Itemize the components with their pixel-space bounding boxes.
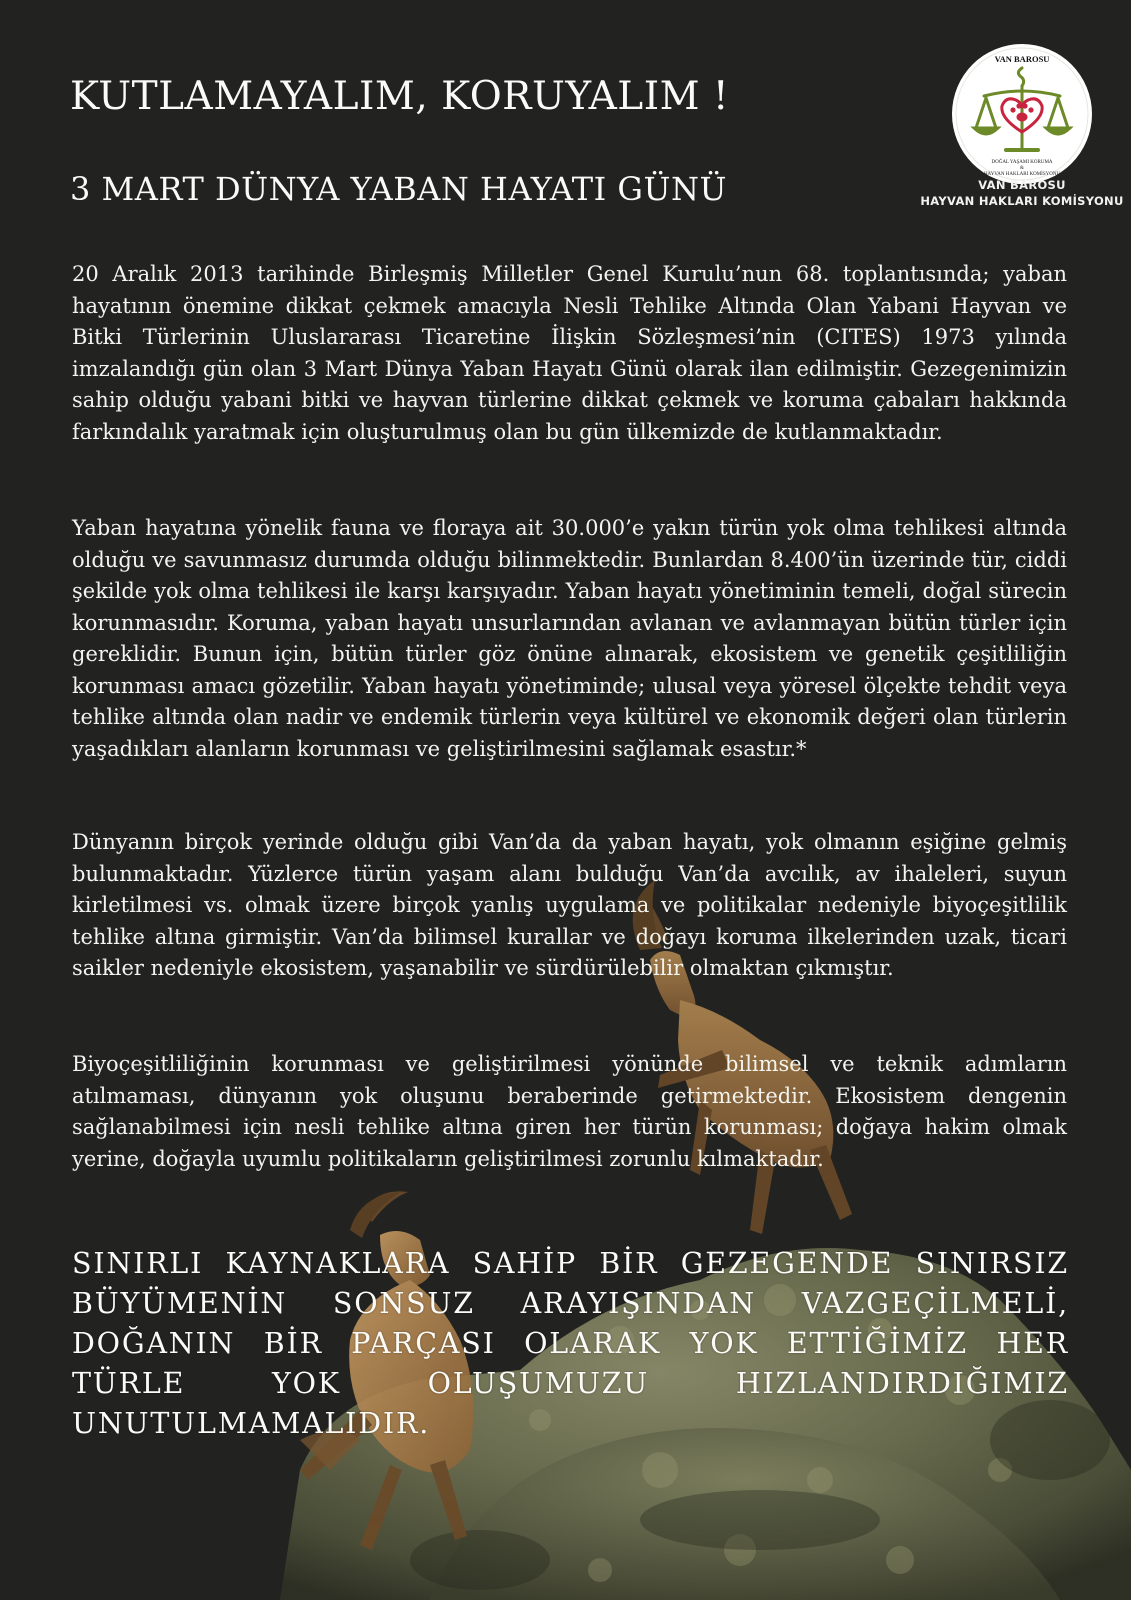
logo-inner-text-1: DOĞAL YAŞAMI KORUMA bbox=[991, 160, 1053, 165]
logo-ring-text: VAN BAROSU bbox=[994, 54, 1050, 64]
page-subtitle: 3 MART DÜNYA YABAN HAYATI GÜNÜ bbox=[70, 170, 727, 208]
paragraph-3: Dünyanın birçok yerinde olduğu gibi Van’da da yaban hayatı, yok olmanın eşiğine gelmiş bulunmaktadır. Yüzlerce türün yaşam alanı bulduğu Van’da avcılık, av ihaleleri, suyun kirletilmesi vs. olmak üzere birçok yanlış uygulama ve politikalar nedeniyle biyoçeşitlilik tehlike altına girmiştir. Van’da bilimsel kurallar ve doğayı koruma ilkelerinden uzak, ticari saikler nedeniyle ekosistem, yaşanabilir ve sürdürülebilir olmaktan çıkmıştır. bbox=[72, 830, 1067, 980]
paragraph-4: Biyoçeşitliliğinin korunması ve geliştirilmesi yönünde bilimsel ve teknik adımların atılmaması, dünyanın yok oluşunu beraberinde getirmektedir. Ekosistem dengenin sağlanabilmesi için nesli tehlike altına giren her türün korunması; doğaya hakim olmak yerine, doğayla uyumlu politikaların geliştirilmesi zorunlu kılmaktadır. bbox=[72, 1052, 1067, 1171]
van-barosu-logo bbox=[950, 42, 1094, 186]
commission-label bbox=[905, 177, 1131, 209]
logo-inner-text-2: & bbox=[1020, 166, 1024, 171]
paragraph-1: 20 Aralık 2013 tarihinde Birleşmiş Milletler Genel Kurulu’nun 68. toplantısında; yaban hayatının önemine dikkat çekmek amacıyla Nesli Tehlike Altında Olan Yabani Hayvan ve Bitki Türlerinin Uluslararası Ticaretine İlişkin Sözleşmesi’nin (CITES) 1973 yılında imzalandığı gün olan 3 Mart Dünya Yaban Hayatı Günü olarak ilan edilmiştir. Gezegenimizin sahip olduğu yabani bitki ve hayvan türlerine dikkat çekmek ve koruma çabaları hakkında farkındalık yaratmak için oluşturulmuş olan bu gün ülkemizde de kutlanmaktadır. bbox=[72, 262, 1067, 444]
page-title: KUTLAMAYALIM, KORUYALIM ! bbox=[70, 74, 730, 119]
paragraph-2: Yaban hayatına yönelik fauna ve floraya ait 30.000’e yakın türün yok olma tehlikesi altında olduğu ve savunmasız durumda olduğu bilinmektedir. Bunlardan 8.400’ün üzerinde tür, ciddi şekilde yok olma tehlikesi ile karşı karşıyadır. Yaban hayatı yönetiminin temeli, doğal sürecin korunmasıdır. Koruma, yaban hayatı unsurlarından avlanan ve avlanmayan bütün türler için gereklidir. Bunun için, bütün türler göz önüne alınarak, ekosistem ve genetik çeşitliliğin korunması amacı gözetilir. Yaban hayatı yönetiminde; ulusal veya yöresel ölçekte tehdit veya tehlike altında olan nadir ve endemik türlerin veya kültürel ve ekonomik değeri olan türlerin yaşadıkları alanların korunması ve geliştirilmesini sağlamak esastır.* bbox=[72, 516, 1067, 761]
commission-line-2: HAYVAN HAKLARI KOMİSYONU bbox=[920, 194, 1124, 208]
closing-statement: SINIRLI KAYNAKLARA SAHİP BİR GEZEGENDE SINIRSIZ BÜYÜMENİN SONSUZ ARAYIŞINDAN VAZGEÇİLMELİ, DOĞANIN BİR PARÇASI OLARAK YOK ETTİĞİMİZ HER TÜRLE YOK OLUŞUMUZU HIZLANDIRDIĞIMIZ UNUTULMAMALIDIR. bbox=[72, 1247, 1069, 1440]
logo-inner-text-3: HAYVAN HAKLARI KOMİSYONU bbox=[983, 172, 1061, 177]
commission-line-1: VAN BAROSU bbox=[978, 178, 1066, 192]
